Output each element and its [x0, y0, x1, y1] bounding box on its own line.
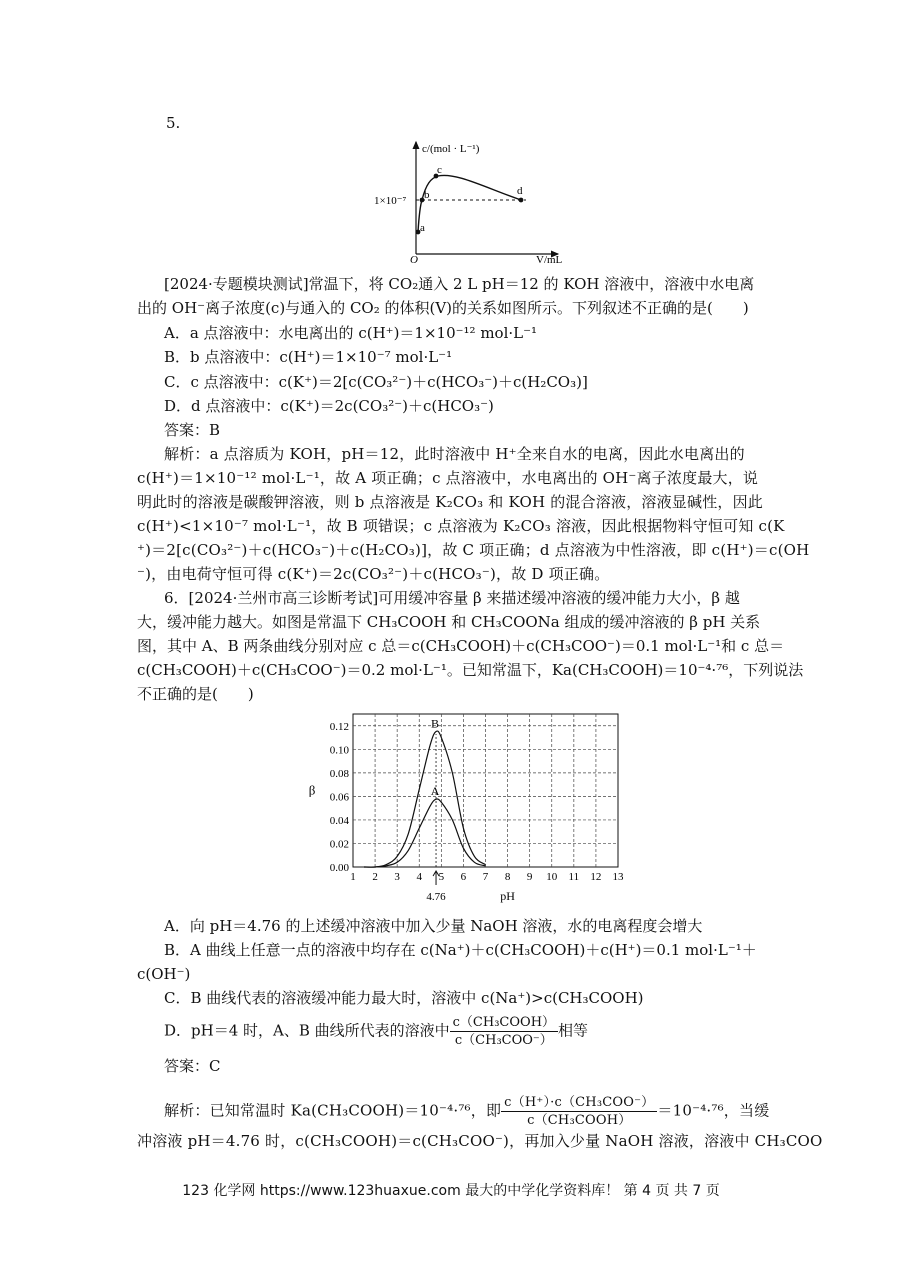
q5-explanation-line6: ⁻)，由电荷守恒可得 c(K⁺)＝2c(CO₃²⁻)＋c(HCO₃⁻)，故 D 项正确。 [137, 565, 610, 583]
x-tick-label: 11 [568, 871, 580, 883]
x-axis-label: pH [500, 889, 515, 903]
q6-stem-line2: 大，缓冲能力越大。如图是常温下 CH₃COOH 和 CH₃COONa 组成的缓冲溶液的 β pH 关系 [137, 613, 761, 631]
page-footer: 123 化学网 https://www.123huaxue.com 最大的中学化学资料库！ 第 4 页 共 7 页 [182, 1183, 720, 1199]
option-d-suffix: 相等 [558, 1021, 589, 1040]
q6-stem-line1: 6．[2024·兰州市高三诊断考试]可用缓冲容量 β 来描述缓冲溶液的缓冲能力大小，β 越 [164, 589, 740, 607]
q5-answer: 答案：B [164, 421, 221, 439]
x-tick-label: 9 [526, 871, 533, 883]
point-d-label: d [517, 185, 523, 197]
x-tick-label: 8 [504, 871, 511, 883]
q5-graph [366, 136, 566, 266]
x-tick-label: 6 [460, 871, 467, 883]
annotation-label: 4.76 [426, 891, 446, 903]
question-number: 5. [166, 114, 181, 132]
ka-numerator: c（H⁺）·c（CH₃COO⁻） [501, 1094, 657, 1112]
y-tick-label: 0.08 [329, 767, 349, 780]
ka-fraction [501, 1094, 657, 1129]
q5-explanation-line1: 解析：a 点溶质为 KOH，pH＝12，此时溶液中 H⁺全来自水的电离，因此水电离出的 [164, 445, 745, 463]
y-tick-label: 0.04 [329, 814, 349, 827]
ka-denominator: c（CH₃COOH） [527, 1113, 632, 1128]
q5-explanation-line4: c(H⁺)<1×10⁻⁷ mol·L⁻¹，故 B 项错误；c 点溶液为 K₂CO₃ 溶液，因此根据物料守恒可知 c(K [137, 517, 785, 535]
fraction-denominator: c（CH₃COO⁻） [454, 1033, 553, 1048]
y-tick-label: 0.02 [329, 838, 349, 851]
x-tick-label: 1 [350, 871, 356, 883]
graph-xlabel: V/mL [536, 254, 563, 266]
q6-option-a: A．向 pH＝4.76 的上述缓冲溶液中加入少量 NaOH 溶液，水的电离程度会增大 [164, 917, 703, 935]
q5-explanation-line2: c(H⁺)＝1×10⁻¹² mol·L⁻¹，故 A 项正确；c 点溶液中，水电离出的 OH⁻离子浓度最大，说 [137, 469, 759, 487]
x-tick-label: 12 [590, 871, 602, 883]
q6-answer: 答案：C [164, 1057, 221, 1075]
x-tick-label: 7 [482, 871, 489, 883]
x-tick-label: 4 [416, 871, 422, 883]
q5-stem-line1: [2024·专题模块测试]常温下，将 CO₂通入 2 L pH＝12 的 KOH 溶液中，溶液中水电离 [164, 275, 755, 293]
series-label-b: B [431, 716, 440, 731]
series-line-b [364, 731, 485, 867]
fraction-numerator: c（CH₃COOH） [450, 1014, 558, 1032]
explanation-prefix: 解析：已知常温时 Ka(CH₃COOH)＝10⁻⁴·⁷⁶，即 [164, 1101, 502, 1120]
q5-option-b: B．b 点溶液中：c(H⁺)＝1×10⁻⁷ mol·L⁻¹ [164, 348, 453, 366]
q6-stem-line3: 图，其中 A、B 两条曲线分别对应 c 总＝c(CH₃COOH)＋c(CH₃COO⁻)＝0.1 mol·L⁻¹和 c 总＝ [137, 637, 785, 655]
y-tick-label: 0.06 [329, 791, 349, 804]
beta-ph-chart [298, 708, 638, 908]
y-tick-label: 0.12 [329, 720, 349, 733]
x-tick-label: 5 [438, 871, 445, 883]
point-c-label: c [437, 164, 442, 176]
q6-option-d [164, 1014, 588, 1049]
q6-option-b-line2: c(OH⁻) [137, 965, 191, 983]
q5-explanation-line3: 明此时的溶液是碳酸钾溶液，则 b 点溶液是 K₂CO₃ 和 KOH 的混合溶液，溶液显碱性，因此 [137, 493, 764, 511]
point-b-label: b [424, 189, 430, 201]
q5-option-a: A．a 点溶液中：水电离出的 c(H⁺)＝1×10⁻¹² mol·L⁻¹ [164, 324, 538, 342]
q6-option-c: C．B 曲线代表的溶液缓冲能力最大时，溶液中 c(Na⁺)>c(CH₃COOH) [164, 989, 644, 1007]
q6-explanation-line2: 冲溶液 pH＝4.76 时，c(CH₃COOH)＝c(CH₃COO⁻)，再加入少量 NaOH 溶液，溶液中 CH₃COO [137, 1132, 823, 1150]
explanation-suffix: ＝10⁻⁴·⁷⁶，当缓 [657, 1101, 770, 1120]
y-axis-label: β [308, 782, 316, 798]
q5-stem-line2: 出的 OH⁻离子浓度(c)与通入的 CO₂ 的体积(V)的关系如图所示。下列叙述不正确的是( ) [137, 299, 749, 317]
y-tick-label: 0.10 [329, 744, 349, 757]
q6-explanation-line1 [164, 1094, 769, 1129]
option-d-prefix: D．pH＝4 时，A、B 曲线所代表的溶液中 [164, 1021, 450, 1040]
q5-option-d: D．d 点溶液中：c(K⁺)＝2c(CO₃²⁻)＋c(HCO₃⁻) [164, 397, 494, 415]
ratio-fraction [450, 1014, 558, 1049]
point-a-label: a [420, 222, 425, 234]
x-tick-label: 2 [372, 871, 378, 883]
q6-stem-line5: 不正确的是( ) [137, 685, 254, 703]
q5-option-c: C．c 点溶液中：c(K⁺)＝2[c(CO₃²⁻)＋c(HCO₃⁻)＋c(H₂CO₃)] [164, 373, 588, 391]
x-tick-label: 3 [394, 871, 400, 883]
series-line-a [364, 799, 485, 867]
graph-origin: O [410, 254, 418, 266]
series-label-a: A [430, 784, 440, 799]
q6-stem-line4: c(CH₃COOH)＋c(CH₃COO⁻)＝0.2 mol·L⁻¹。已知常温下，Ka(CH₃COOH)＝10⁻⁴·⁷⁶，下列说法 [137, 661, 804, 679]
y-tick-label: 0.00 [329, 862, 349, 874]
q6-option-b-line1: B．A 曲线上任意一点的溶液中均存在 c(Na⁺)＋c(CH₃COOH)＋c(H⁺)＝0.1 mol·L⁻¹＋ [164, 941, 757, 959]
graph-yvalue-label: 1×10⁻⁷ [374, 195, 407, 207]
graph-ylabel: c/(mol · L⁻¹) [422, 143, 480, 155]
x-tick-label: 10 [546, 871, 558, 883]
q5-explanation-line5: ⁺)＝2[c(CO₃²⁻)＋c(HCO₃⁻)＋c(H₂CO₃)]，故 C 项正确；d 点溶液为中性溶液，即 c(H⁺)＝c(OH [137, 541, 810, 559]
x-tick-label: 13 [612, 871, 624, 883]
